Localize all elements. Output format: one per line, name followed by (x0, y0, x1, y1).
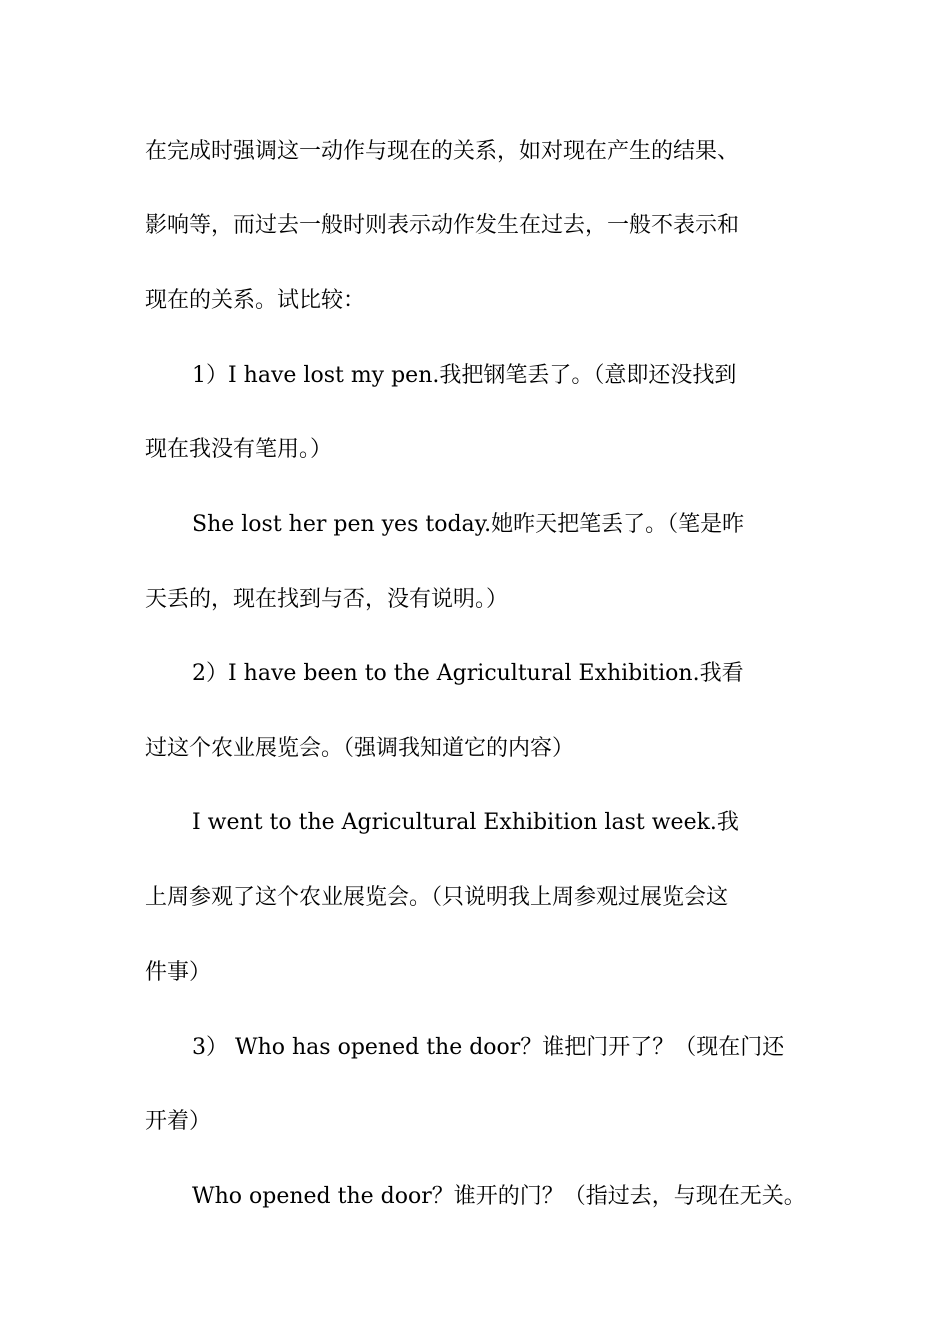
example-2-present-perfect: 2）I have been to the Agricultural Exhibition.我看 (192, 661, 744, 686)
example-2-note: 过这个农业展览会。（强调我知道它的内容） (145, 736, 575, 761)
example-3-past: Who opened the door？谁开的门？（指过去，与现在无关。 (192, 1184, 806, 1209)
example-3-present-perfect: 3） Who has opened the door？谁把门开了？（现在门还 (192, 1035, 785, 1060)
example-1-present-perfect: 1）I have lost my pen.我把钢笔丢了。（意即还没找到 (192, 363, 737, 388)
paragraph-line: 在完成时强调这一动作与现在的关系，如对现在产生的结果、 (145, 139, 740, 164)
paragraph-line: 影响等，而过去一般时则表示动作发生在过去，一般不表示和 (145, 213, 740, 238)
paragraph-line: 现在的关系。试比较： (145, 288, 366, 313)
example-1-note: 现在我没有笔用。） (145, 437, 333, 462)
example-2-past: I went to the Agricultural Exhibition last week.我 (192, 810, 739, 835)
example-3-note: 开着） (145, 1109, 212, 1134)
example-1-past: She lost her pen yes today.她昨天把笔丢了。（笔是昨 (192, 512, 745, 537)
example-2-past-note-end: 件事） (145, 960, 212, 985)
example-2-past-note: 上周参观了这个农业展览会。（只说明我上周参观过展览会这 (145, 885, 729, 910)
example-1-past-note: 天丢的，现在找到与否，没有说明。） (145, 587, 509, 612)
